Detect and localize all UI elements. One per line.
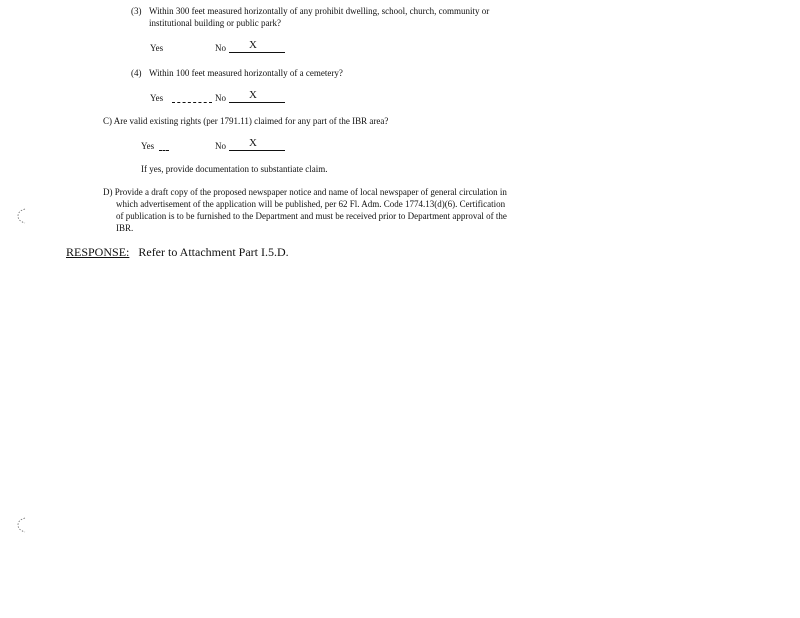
item-4-yes-blank	[172, 92, 212, 103]
item-3-no-label: No	[215, 43, 226, 53]
item-3-no-blank	[229, 39, 285, 53]
item-3-number: (3)	[131, 6, 142, 16]
item-4-number: (4)	[131, 68, 142, 78]
scan-hole-mark-top-icon	[16, 207, 26, 225]
item-4-question-line-1: Within 100 feet measured horizontally of a cemetery?	[149, 68, 343, 78]
item-c-no-label: No	[215, 141, 226, 151]
scan-hole-mark-bottom-icon	[16, 516, 26, 534]
item-3-no-check-mark: X	[249, 39, 257, 51]
response-text: Refer to Attachment Part I.5.D.	[138, 245, 289, 259]
response-line	[66, 246, 289, 259]
item-3-question-line-1: Within 300 feet measured horizontally of any prohibit dwelling, school, church, community or	[149, 6, 490, 16]
item-3-question-line-2: institutional building or public park?	[149, 18, 281, 28]
item-d-line-4: IBR.	[116, 223, 134, 233]
response-label: RESPONSE:	[66, 245, 130, 259]
item-d-line-3: of publication is to be furnished to the Department and must be received prior to Department approval of the	[116, 211, 507, 221]
item-4-no-label: No	[215, 93, 226, 103]
item-4-no-check-mark: X	[249, 89, 257, 101]
item-c-no-blank	[229, 137, 285, 151]
item-d-line-1: D) Provide a draft copy of the proposed newspaper notice and name of local newspaper of general circulation in	[103, 187, 507, 197]
item-c-yes-blank	[159, 140, 169, 151]
item-4-no-blank	[229, 89, 285, 103]
item-c-question: C) Are valid existing rights (per 1791.11) claimed for any part of the IBR area?	[103, 116, 389, 126]
item-c-yes-label: Yes	[141, 141, 155, 151]
item-c-no-check-mark: X	[249, 137, 257, 149]
item-d-line-2: which advertisement of the application will be published, per 62 Fl. Adm. Code 1774.13(d)(6). Certification	[116, 199, 506, 209]
item-4-yes-label: Yes	[150, 93, 164, 103]
item-c-note: If yes, provide documentation to substantiate claim.	[141, 164, 328, 174]
item-3-yes-label: Yes	[150, 43, 164, 53]
